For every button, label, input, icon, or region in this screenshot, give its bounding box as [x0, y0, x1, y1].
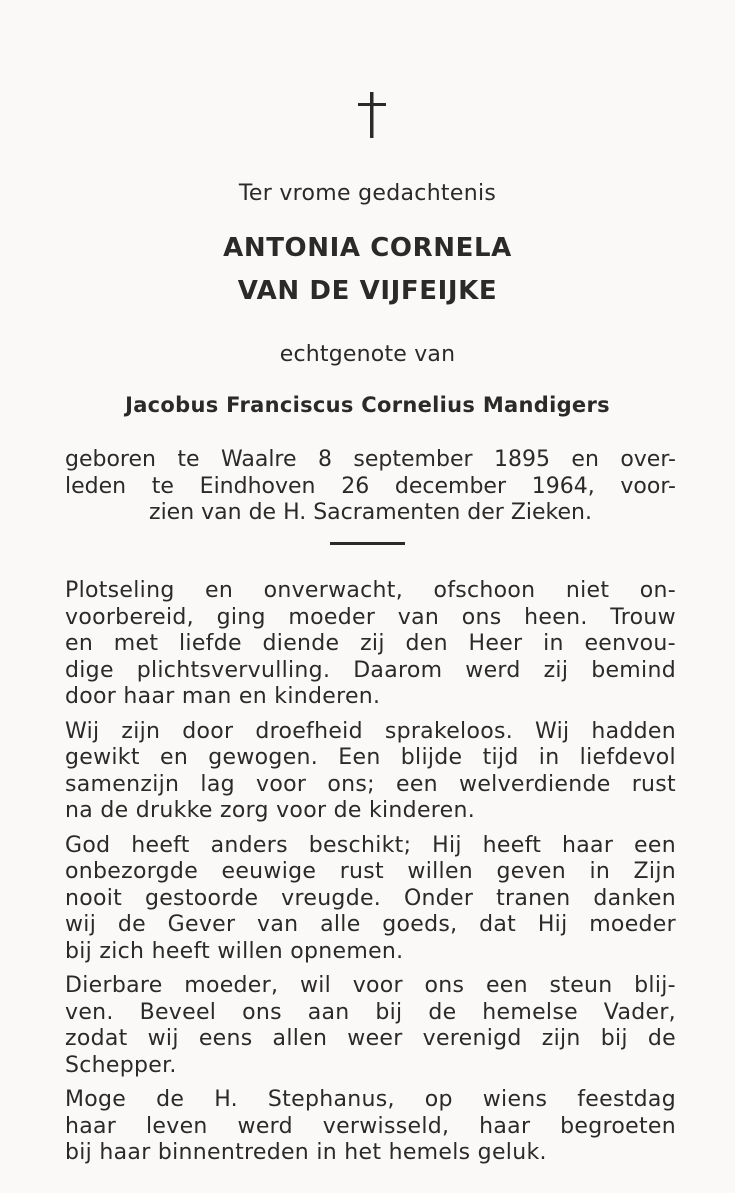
word: te — [151, 473, 174, 499]
word: in — [589, 859, 611, 884]
word: te — [177, 447, 200, 472]
word: samenzijn — [65, 771, 180, 797]
word: werd — [465, 657, 521, 683]
word: Waalre — [221, 447, 297, 472]
word: de — [647, 1026, 676, 1051]
word: blijde — [400, 745, 463, 770]
word: de — [117, 912, 146, 937]
word: aan — [307, 999, 350, 1025]
word: door haar man en kinderen. — [65, 684, 381, 709]
word: voor — [352, 973, 403, 998]
word: Schepper. — [65, 1052, 177, 1078]
word: ons — [424, 973, 465, 998]
word: wiens — [482, 1087, 548, 1112]
word: 1895 — [493, 447, 550, 472]
word: Daarom — [353, 657, 443, 683]
word: heeft — [131, 832, 190, 858]
word: zij — [360, 631, 385, 656]
word: zij — [543, 657, 569, 683]
word: Hij — [537, 912, 568, 937]
memorial-text — [65, 578, 676, 1175]
word: beschikt; — [308, 832, 412, 858]
word: en — [205, 578, 234, 603]
paragraph — [65, 578, 676, 711]
word: hemelse — [482, 999, 578, 1025]
word: wil — [299, 973, 332, 998]
word: geboren — [65, 447, 156, 472]
word: goeds, — [382, 912, 458, 937]
word: steun — [549, 973, 613, 998]
word: verenigd — [422, 1026, 522, 1051]
word: wij — [65, 912, 97, 937]
word: een — [395, 771, 438, 797]
word: on- — [639, 578, 676, 603]
word: Wij — [535, 718, 570, 744]
word: blij- — [634, 973, 676, 998]
word: bij haar binnentreden in het hemels geluk. — [65, 1140, 547, 1165]
word: H. — [214, 1087, 238, 1112]
word: rust — [631, 771, 676, 797]
word: Hij — [432, 832, 462, 858]
word: Eindhoven — [199, 473, 316, 499]
word: onbezorgde — [65, 859, 199, 884]
word: eenvou- — [584, 631, 676, 656]
word: tranen — [496, 885, 571, 911]
word: eeuwige — [221, 859, 317, 884]
word: voorbereid, — [65, 604, 194, 630]
word: diende — [262, 631, 340, 656]
word: ons — [461, 604, 502, 630]
word: leden — [65, 473, 127, 499]
word: Heer — [468, 631, 523, 656]
word: ons — [242, 999, 282, 1025]
word: ven. — [65, 999, 114, 1025]
paragraph — [65, 833, 676, 966]
word: anders — [210, 832, 288, 858]
word: willen — [407, 859, 474, 884]
word: niet — [565, 578, 610, 603]
word: plichtsvervulling. — [136, 657, 331, 683]
text-line — [65, 631, 676, 658]
word: zien van de H. Sacramenten der Zieken. — [149, 500, 592, 525]
word: God — [65, 832, 111, 858]
word: van — [257, 912, 299, 937]
word: en — [65, 631, 94, 656]
text-line — [65, 578, 676, 605]
word: wij — [147, 1026, 179, 1051]
text-line — [65, 772, 676, 799]
word: bemind — [591, 657, 676, 683]
biography-block — [65, 447, 676, 527]
text-line — [65, 447, 676, 474]
word: van — [397, 604, 440, 630]
divider — [330, 542, 405, 545]
deceased-name-line2: VAN DE VIJFEIJKE — [237, 276, 498, 306]
text-line — [65, 1114, 676, 1141]
word: liefdevol — [579, 745, 676, 770]
word: over- — [620, 447, 676, 472]
word: en — [571, 447, 599, 472]
word: Trouw — [610, 604, 676, 630]
text-line — [65, 658, 676, 685]
text-line — [65, 1140, 676, 1167]
word: in — [538, 745, 560, 770]
word: eens — [198, 1026, 253, 1051]
word: haar — [65, 1113, 117, 1139]
word: Zijn — [633, 859, 676, 884]
word: alle — [320, 912, 361, 937]
word: rust — [339, 859, 384, 884]
word: haar — [479, 1113, 531, 1139]
word: feestdag — [577, 1087, 676, 1112]
word: ons; — [327, 771, 375, 797]
word: Een — [338, 745, 381, 770]
word: begroeten — [560, 1113, 676, 1139]
word: Vader, — [603, 999, 676, 1025]
word: 26 — [341, 473, 370, 499]
word: een — [634, 832, 676, 858]
word: dige — [65, 657, 114, 683]
text-line — [65, 833, 676, 860]
word: weer — [347, 1026, 403, 1051]
spouse-intro-text: echtgenote van — [279, 342, 456, 367]
word: voor- — [620, 473, 676, 499]
word: Onder — [403, 885, 474, 911]
word: Plotseling — [65, 578, 175, 603]
word: Dierbare — [65, 973, 163, 998]
text-line — [65, 745, 676, 772]
word: bij — [600, 1026, 628, 1051]
word: Beveel — [139, 999, 217, 1025]
word: door — [182, 718, 234, 744]
word: gewogen. — [208, 745, 319, 770]
word: zijn — [121, 718, 161, 744]
word: Gever — [167, 912, 236, 937]
word: voor — [256, 771, 307, 797]
text-line — [65, 474, 676, 501]
word: een — [485, 973, 528, 998]
word: onverwacht, — [263, 578, 404, 603]
text-line — [65, 798, 676, 825]
word: bij — [375, 999, 403, 1025]
text-line — [65, 1026, 676, 1053]
text-line — [65, 886, 676, 913]
word: nooit — [65, 885, 123, 911]
word: den — [405, 631, 448, 656]
word: werd — [237, 1113, 293, 1139]
word: liefde — [179, 631, 242, 656]
word: vreugde. — [281, 885, 382, 911]
text-line — [65, 719, 676, 746]
word: zodat — [65, 1026, 128, 1051]
paragraph — [65, 973, 676, 1079]
word: Stephanus, — [267, 1087, 395, 1112]
word: hadden — [591, 718, 676, 744]
word: danken — [593, 885, 676, 911]
text-line — [65, 973, 676, 1000]
text-line — [65, 500, 676, 527]
text-line — [65, 684, 676, 711]
word: gestoorde — [144, 885, 259, 911]
cross-icon — [352, 92, 392, 138]
word: op — [424, 1087, 453, 1112]
word: moeder — [589, 912, 676, 937]
word: en — [159, 745, 189, 770]
paragraph — [65, 719, 676, 825]
word: moeder, — [184, 973, 279, 998]
text-line — [65, 1053, 676, 1080]
word: gewikt — [65, 745, 140, 770]
word: Wij — [65, 718, 100, 744]
word: 1964, — [531, 473, 595, 499]
spouse-name: Jacobus Franciscus Cornelius Mandigers — [125, 393, 610, 417]
word: zijn — [541, 1026, 581, 1051]
word: december — [394, 473, 507, 499]
word: heeft — [482, 832, 542, 858]
word: moeder — [288, 604, 376, 630]
text-line — [65, 1087, 676, 1114]
text-line — [65, 939, 676, 966]
word: bij zich heeft willen opnemen. — [65, 938, 404, 964]
word: lag — [200, 771, 235, 797]
word: na de drukke zorg voor de kinderen. — [65, 798, 476, 823]
word: droefheid — [255, 718, 363, 744]
word: verwisseld, — [322, 1113, 450, 1139]
word: 8 — [317, 447, 332, 472]
word: heen. — [524, 604, 588, 630]
deceased-name-line1: ANTONIA CORNELA — [223, 233, 512, 263]
word: de — [428, 999, 457, 1025]
word: allen — [272, 1026, 328, 1051]
text-line — [65, 859, 676, 886]
word: tijd — [482, 745, 519, 770]
word: in — [543, 631, 564, 656]
intro-text: Ter vrome gedachtenis — [238, 181, 497, 206]
word: geven — [496, 859, 566, 884]
word: september — [353, 447, 473, 472]
word: de — [156, 1087, 185, 1112]
word: leven — [146, 1113, 208, 1139]
word: ofschoon — [433, 578, 536, 603]
paragraph — [65, 1087, 676, 1167]
word: sprakeloos. — [384, 718, 514, 744]
word: dat — [479, 912, 517, 937]
text-line — [65, 912, 676, 939]
text-line — [65, 1000, 676, 1027]
word: met — [113, 631, 159, 656]
word: ging — [216, 604, 266, 630]
word: welverdiende — [459, 771, 611, 797]
word: haar — [562, 832, 614, 858]
word: Moge — [65, 1087, 127, 1112]
text-line — [65, 605, 676, 632]
